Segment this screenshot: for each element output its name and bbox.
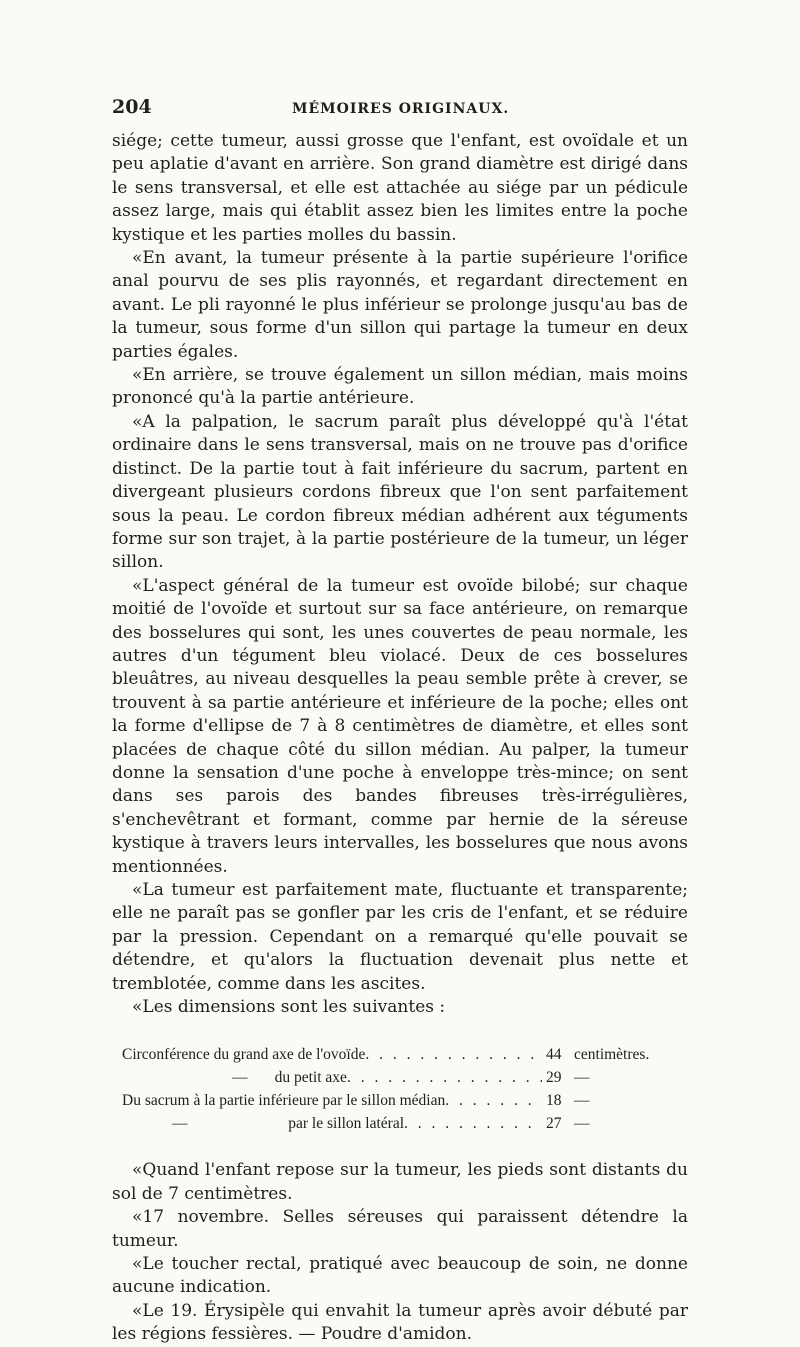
dimensions-table	[122, 1043, 682, 1135]
dimension-value: 44	[546, 1046, 562, 1064]
document-page	[112, 96, 688, 1347]
paragraph: «A la palpation, le sacrum paraît plus développé qu'à l'état ordinaire dans le sens transversal, mais on ne trouve pas d'orifice distinct. De la partie tout à fait inférieure du sacrum, partent en divergeant plusieurs cordons fibreux que l'on sent parfaitement sous la peau. Le cordon fibreux médian adhérent aux téguments forme sur son trajet, à la partie postérieure de la tumeur, un léger sillon.	[112, 411, 688, 573]
page-header	[112, 96, 688, 130]
dimension-row	[122, 1066, 682, 1089]
page-number: 204	[112, 96, 152, 118]
dimension-unit: centimètres.	[574, 1046, 650, 1064]
dot-leader	[445, 1089, 542, 1112]
dimension-row	[122, 1112, 682, 1135]
dimension-unit: —	[574, 1115, 590, 1133]
paragraphs-after	[112, 1159, 688, 1346]
dimension-value: 18	[546, 1092, 562, 1110]
paragraph: «Le toucher rectal, pratiqué avec beaucoup de soin, ne donne aucune indication.	[112, 1254, 688, 1298]
body-text	[112, 130, 688, 1347]
dot-leader	[347, 1066, 542, 1089]
paragraph: «L'aspect général de la tumeur est ovoïde bilobé; sur chaque moitié de l'ovoïde et surtout sur sa face antérieure, on remarque des bosselures qui sont, les unes couvertes de peau normale, les autres d'un tégument bleu violacé. Deux de ces bosselures bleuâtres, au niveau desquelles la peau semble prête à crever, se trouvent à sa partie antérieure et inférieure de la poche; elles ont la forme d'ellipse de 7 à 8 centimètres de diamètre, et elles sont placées de chaque côté du sillon médian. Au palper, la tumeur donne la sensation d'une poche à enveloppe très-mince; on sent dans ses parois des bandes fibreuses très-irrégulières, s'enchevêtrant et formant, comme par hernie de la séreuse kystique à travers leurs intervalles, les bosselures que nous avons mentionnées.	[112, 575, 688, 877]
dimension-row	[122, 1043, 682, 1066]
running-head: MÉMOIRES ORIGINAUX.	[292, 101, 510, 117]
paragraph: «La tumeur est parfaitement mate, fluctuante et transparente; elle ne paraît pas se gonfler par les cris de l'enfant, et se réduire par la pression. Cependant on a remarqué qu'elle pouvait se détendre, et qu'alors la fluctuation devenait plus nette et tremblotée, comme dans les ascites.	[112, 880, 688, 994]
dot-leader	[404, 1112, 542, 1135]
paragraph: «Quand l'enfant repose sur la tumeur, les pieds sont distants du sol de 7 centimètres.	[112, 1160, 688, 1204]
dimension-value: 27	[546, 1115, 562, 1133]
dimension-label: Circonférence du grand axe de l'ovoïde	[122, 1046, 366, 1064]
dimension-label: — du petit axe	[232, 1069, 347, 1087]
paragraph: «Le 19. Érysipèle qui envahit la tumeur après avoir débuté par les régions fessières. — Poudre d'amidon.	[112, 1300, 688, 1345]
paragraph: «17 novembre. Selles séreuses qui paraissent détendre la tumeur.	[112, 1207, 688, 1251]
paragraph: «En arrière, se trouve également un sillon médian, mais moins prononcé qu'à la partie antérieure.	[112, 365, 688, 409]
dimension-value: 29	[546, 1069, 562, 1087]
dimension-row	[122, 1089, 682, 1112]
dimension-unit: —	[574, 1069, 590, 1087]
dimension-label: Du sacrum à la partie inférieure par le sillon médian	[122, 1092, 446, 1110]
paragraph: «Les dimensions sont les suivantes :	[132, 997, 446, 1018]
dimension-label: — par le sillon latéral	[172, 1115, 405, 1133]
paragraph: siége; cette tumeur, aussi grosse que l'enfant, est ovoïdale et un peu aplatie d'avant en arrière. Son grand diamètre est dirigé dans le sens transversal, et elle est attachée au siége par un pédicule assez large, mais qui établit assez bien les limites entre la poche kystique et les parties molles du bassin.	[112, 131, 688, 245]
dot-leader	[365, 1043, 542, 1066]
paragraphs-before	[112, 130, 688, 1019]
dimension-unit: —	[574, 1092, 590, 1110]
paragraph: «En avant, la tumeur présente à la partie supérieure l'orifice anal pourvu de ses plis rayonnés, et regardant directement en avant. Le pli rayonné le plus inférieur se prolonge jusqu'au bas de la tumeur, sous forme d'un sillon qui partage la tumeur en deux parties égales.	[112, 248, 688, 362]
